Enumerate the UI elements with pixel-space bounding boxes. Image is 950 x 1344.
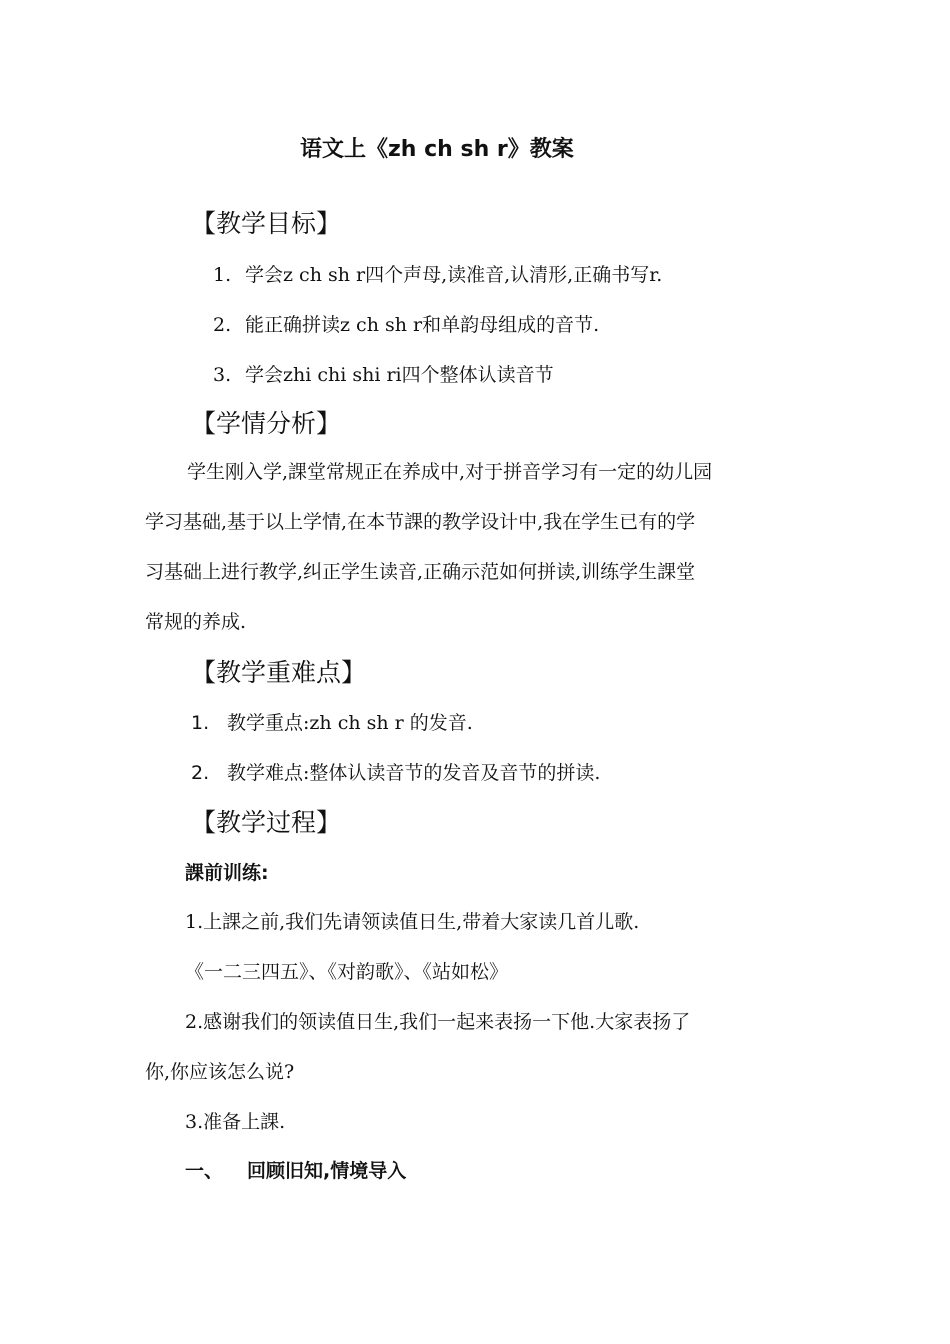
goal-text: 学会zhi chi shi ri四个整体认读音节 <box>245 364 554 386</box>
section-title: 回顾旧知,情境导入 <box>247 1160 407 1182</box>
section-number: 一、 <box>185 1160 224 1182</box>
process-heading: 【教学过程】 <box>191 808 342 837</box>
analysis-heading: 【学情分析】 <box>191 409 342 438</box>
key-point-item <box>191 714 473 733</box>
goal-number: 2. <box>213 314 232 336</box>
analysis-line: 常规的养成. <box>145 611 247 633</box>
goal-item <box>213 366 554 385</box>
process-step: 1.上課之前,我们先请领读值日生,带着大家读几首儿歌. <box>185 911 640 933</box>
section-heading <box>185 1162 406 1181</box>
key-points-heading: 【教学重难点】 <box>191 658 367 687</box>
process-step-continued: 你,你应该怎么说? <box>145 1061 295 1083</box>
key-point-text: 教学重点:zh ch sh r 的发音. <box>227 712 473 734</box>
document-title: 语文上《zh ch sh r》教案 <box>300 137 574 162</box>
analysis-line: 学生刚入学,課堂常规正在养成中,对于拼音学习有一定的幼儿园 <box>187 461 713 483</box>
goals-heading: 【教学目标】 <box>191 209 342 238</box>
goal-text: 学会z ch sh r四个声母,读准音,认清形,正确书写r. <box>245 264 663 286</box>
pre-class-label: 課前训练: <box>185 862 269 884</box>
process-step: 2.感谢我们的领读值日生,我们一起来表扬一下他.大家表扬了 <box>185 1011 691 1033</box>
key-point-number: 2. <box>191 762 210 784</box>
goal-number: 1. <box>213 264 232 286</box>
goal-text: 能正确拼读z ch sh r和单韵母组成的音节. <box>245 314 600 336</box>
song-list: 《一二三四五》、《对韵歌》、《站如松》 <box>185 961 509 983</box>
key-point-text: 教学难点:整体认读音节的发音及音节的拼读. <box>227 762 601 784</box>
analysis-line: 习基础上进行教学,纠正学生读音,正确示范如何拼读,训练学生課堂 <box>145 561 696 583</box>
goal-item <box>213 316 599 335</box>
goal-number: 3. <box>213 364 232 386</box>
key-point-item <box>191 764 600 783</box>
analysis-line: 学习基础,基于以上学情,在本节課的教学设计中,我在学生已有的学 <box>145 511 696 533</box>
goal-item <box>213 266 662 285</box>
process-step: 3.准备上課. <box>185 1111 286 1133</box>
key-point-number: 1. <box>191 712 210 734</box>
